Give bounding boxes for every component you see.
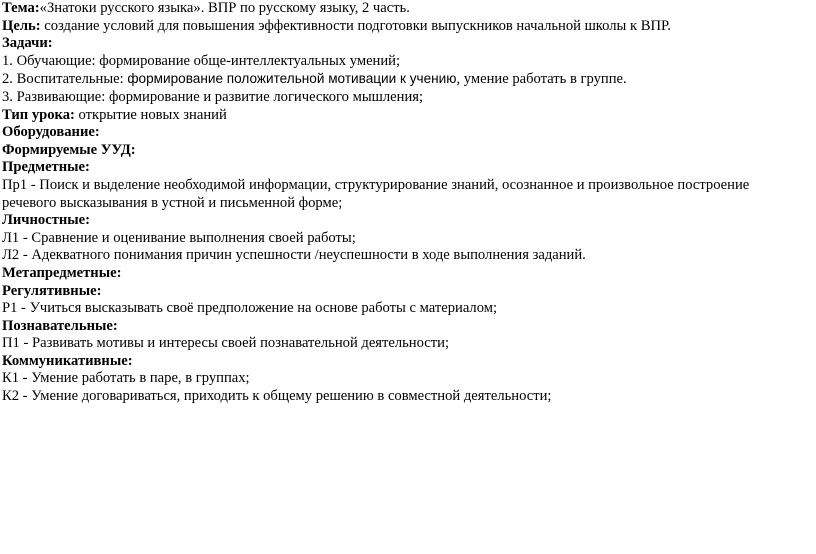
task-item [2, 53, 814, 71]
regulative-item: Р1 - Учиться высказывать своё предположение на основе работы с материалом; [2, 300, 498, 317]
tasks-heading: Задачи: [2, 35, 53, 52]
personal-item: Л2 - Адекватного понимания причин успешности /неуспешности в ходе выполнения заданий. [2, 247, 586, 264]
task-item [2, 70, 814, 89]
metasubject-heading: Метапредметные: [2, 264, 122, 281]
topic-label: Тема: [2, 0, 40, 16]
regulative-heading: Регулятивные: [2, 282, 102, 299]
personal-heading: Личностные: [2, 212, 91, 229]
task-item-text: 3. Развивающие: формирование и развитие логического мышления; [2, 88, 424, 105]
cognitive-heading: Познавательные: [2, 317, 118, 334]
task-item [2, 89, 814, 107]
goal-line [2, 18, 814, 36]
lesson-type-label: Тип урока: [2, 106, 75, 123]
lesson-type-line [2, 107, 814, 125]
task-item-text: 1. Обучающие: формирование обще-интеллектуальных умений; [2, 52, 401, 69]
goal-label: Цель: [2, 17, 41, 34]
subject-heading: Предметные: [2, 159, 90, 176]
uud-heading: Формируемые УУД: [2, 141, 136, 158]
communicative-item: К1 - Умение работать в паре, в группах; [2, 370, 250, 387]
goal-text: создание условий для повышения эффективности подготовки выпускников начальной школы к ВПР. [40, 17, 671, 34]
cognitive-item: П1 - Развивать мотивы и интересы своей познавательной деятельности; [2, 335, 449, 352]
communicative-heading: Коммуникативные: [2, 352, 133, 369]
task-item-highlight: формирование положительной мотивации к учению [127, 71, 457, 87]
communicative-item: К2 - Умение договариваться, приходить к общему решению в совместной деятельности; [2, 388, 552, 405]
task-item-suffix: , умение работать в группе. [456, 71, 627, 88]
subject-item: Пр1 - Поиск и выделение необходимой информации, структурирование знаний, осознанное и произвольное построение речевого высказывания в устной и письменной форме; [2, 176, 750, 211]
topic-text: «Знатоки русского языка». ВПР по русскому языку, 2 часть. [39, 0, 410, 16]
equipment-heading: Оборудование: [2, 124, 100, 141]
task-item-prefix: 2. Воспитательные: [2, 71, 128, 88]
lesson-type-text: открытие новых знаний [74, 106, 227, 123]
personal-item: Л1 - Сравнение и оценивание выполнения своей работы; [2, 229, 356, 246]
topic-line [2, 0, 814, 18]
